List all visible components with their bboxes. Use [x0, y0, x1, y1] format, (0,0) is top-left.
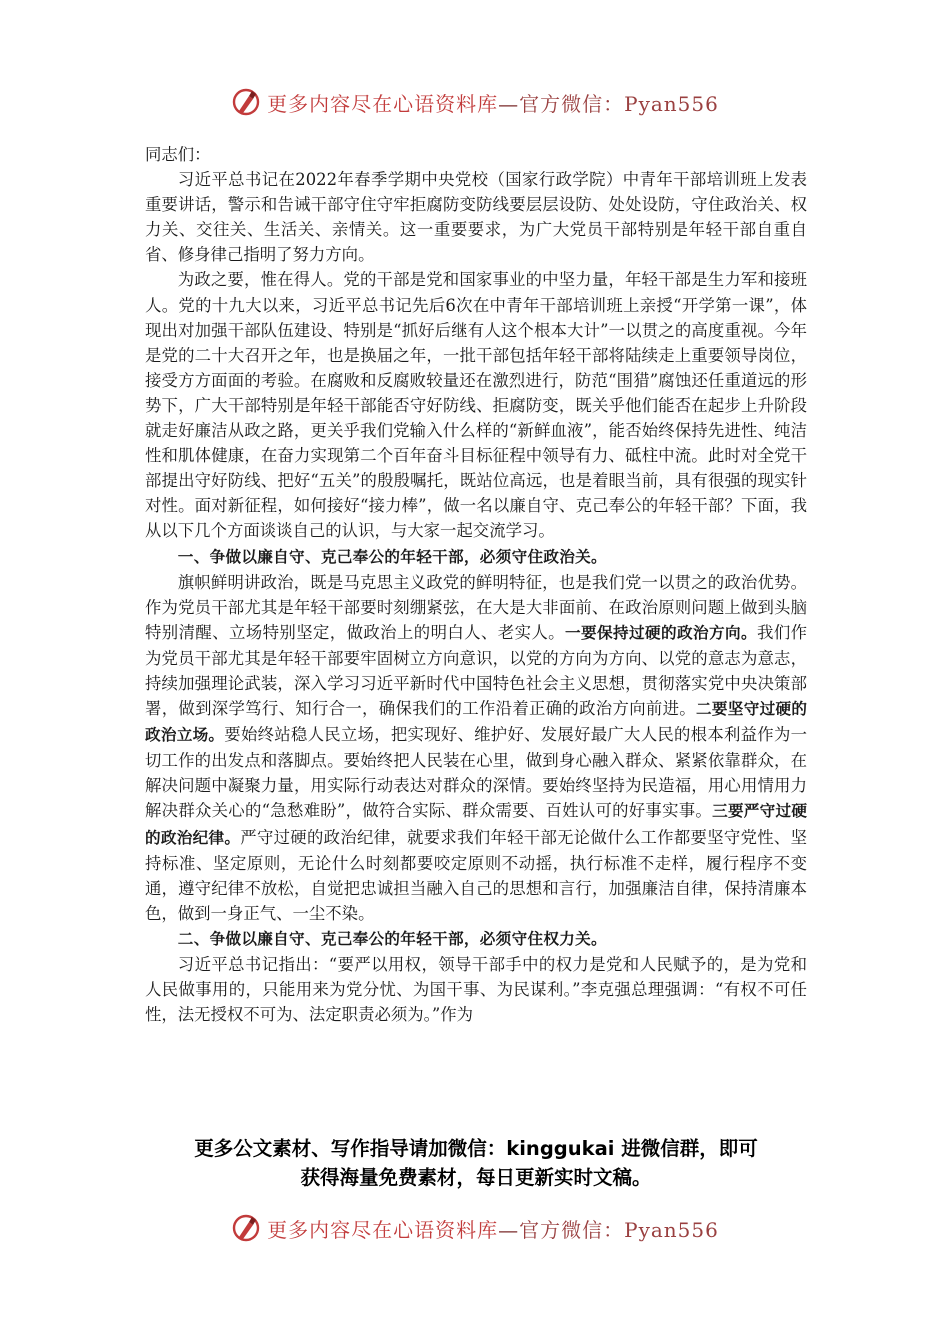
official-label: 官方微信： — [519, 91, 625, 116]
paragraph-power: 习近平总书记指出：“要严以用权，领导干部手中的权力是党和人民赋予的，是为党和人民做事用的，只能用来为党分忧、为国干事、为民谋利。”李克强总理强调：“有权不可任性，法无授权不可为、法定职责必须为。”作为 — [145, 955, 807, 1025]
pen-nib-logo-icon — [231, 87, 261, 117]
wechat-id: Pyan556 — [624, 1217, 719, 1242]
banner-separator: — — [498, 1217, 520, 1242]
promo-line-2: 获得海量免费素材，每日更新实时文稿。 — [300, 1166, 652, 1189]
footer-watermark-banner — [0, 1208, 950, 1248]
paragraph-intro: 习近平总书记在2022年春季学期中央党校（国家行政学院）中青年干部培训班上发表重要讲话，警示和告诫干部守住守牢拒腐防变防线要层层设防、处处设防，守住政治关、权力关、交往关、生活关、亲情关。这一重要要求，为广大党员干部特别是年轻干部自重自省、修身律己指明了努力方向。 — [145, 170, 807, 265]
paragraph-political-lead: 旗帜鲜明讲政治，既是马克思主义政党的鲜明特征，也是我们党一以贯之的政治优势。作为党员干部尤其是年轻干部要时刻绷紧弦，在大是大非面前、在政治原则问题上做到头脑特别清醒、立场特别坚定，做政治上的明白人、老实人。 — [145, 572, 807, 642]
promo-notice — [145, 1134, 807, 1192]
header-watermark-banner — [0, 82, 950, 122]
point-1-heading: 一要保持过硬的政治方向。 — [564, 623, 758, 642]
paragraph-political — [145, 570, 807, 926]
brand-text: 更多内容尽在心语资料库 — [267, 91, 499, 116]
footer-watermark-text — [267, 1214, 719, 1243]
section-heading-2-text: 二、争做以廉自守、克己奉公的年轻干部，必须守住权力关。 — [177, 929, 607, 948]
point-3-text: 严守过硬的政治纪律，就要求我们年轻干部无论做什么工作都要坚守党性、坚持标准、坚定原则，无论什么时刻都要咬定原则不动摇，执行标准不走样，履行程序不变通，遵守纪律不放松，自觉把忠诚担当融入自己的思想和言行，加强廉洁自律，保持清廉本色，做到一身正气、一尘不染。 — [145, 827, 807, 923]
official-label: 官方微信： — [519, 1217, 625, 1242]
point-2-text: 要始终站稳人民立场，把实现好、维护好、发展好最广大人民的根本利益作为一切工作的出发点和落脚点。要始终把人民装在心里，做到身心融入群众、紧紧依靠群众，在解决问题中凝聚力量，用实际行动表达对群众的深情。要始终坚持为民造福，用心用情用力解决群众关心的“急愁难盼”，做符合实际、群众需要、百姓认可的好事实事。 — [145, 725, 807, 821]
wechat-id: Pyan556 — [624, 91, 719, 116]
point-1-text: 我们作为党员干部尤其是年轻干部要牢固树立方向意识，以党的方向为方向、以党的意志为意志，持续加强理论武装，深入学习习近平新时代中国特色社会主义思想，贯彻落实党中央决策部署，做到深学笃行、知行合一，确保我们的工作沿着正确的政治方向前进。 — [145, 622, 808, 719]
section-heading-1 — [145, 544, 807, 570]
brand-text: 更多内容尽在心语资料库 — [267, 1217, 499, 1242]
section-heading-1-text: 一、争做以廉自守、克己奉公的年轻干部，必须守住政治关。 — [177, 547, 607, 566]
section-heading-2 — [145, 926, 807, 952]
banner-separator: — — [498, 91, 520, 116]
paragraph-context: 为政之要，惟在得人。党的干部是党和国家事业的中坚力量，年轻干部是生力军和接班人。党的十九大以来，习近平总书记先后6次在中青年干部培训班上亲授“开学第一课”，体现出对加强干部队伍建设、特别是“抓好后继有人这个根本大计”一以贯之的高度重视。今年是党的二十大召开之年，也是换届之年，一批干部包括年轻干部将陆续走上重要领导岗位，接受方方面面的考验。在腐败和反腐败较量还在激烈进行，防范“围猎”腐蚀还任重道远的形势下，广大干部特别是年轻干部能否守好防线、拒腐防变，既关乎他们能否在起步上升阶段就走好廉洁从政之路，更关乎我们党输入什么样的“新鲜血液”，能否始终保持先进性、纯洁性和肌体健康，在奋力实现第二个百年奋斗目标征程中领导有力、砥柱中流。此时对全党干部提出守好防线、把好“五关”的殷殷嘱托，既站位高远，也是着眼当前，具有很强的现实针对性。面对新征程，如何接好“接力棒”，做一名以廉自守、克己奉公的年轻干部？下面，我从以下几个方面谈谈自己的认识，与大家一起交流学习。 — [145, 270, 807, 541]
point-3-heading: 三要严守过硬的政治纪律。 — [145, 802, 807, 847]
document-body — [145, 142, 807, 1027]
point-2-heading: 二要坚守过硬的政治立场。 — [145, 700, 807, 745]
promo-line-1: 更多公文素材、写作指导请加微信：kinggukai 进微信群，即可 — [194, 1137, 758, 1160]
salutation: 同志们： — [145, 145, 211, 164]
header-watermark-text — [267, 88, 719, 117]
pen-nib-logo-icon — [231, 1213, 261, 1243]
